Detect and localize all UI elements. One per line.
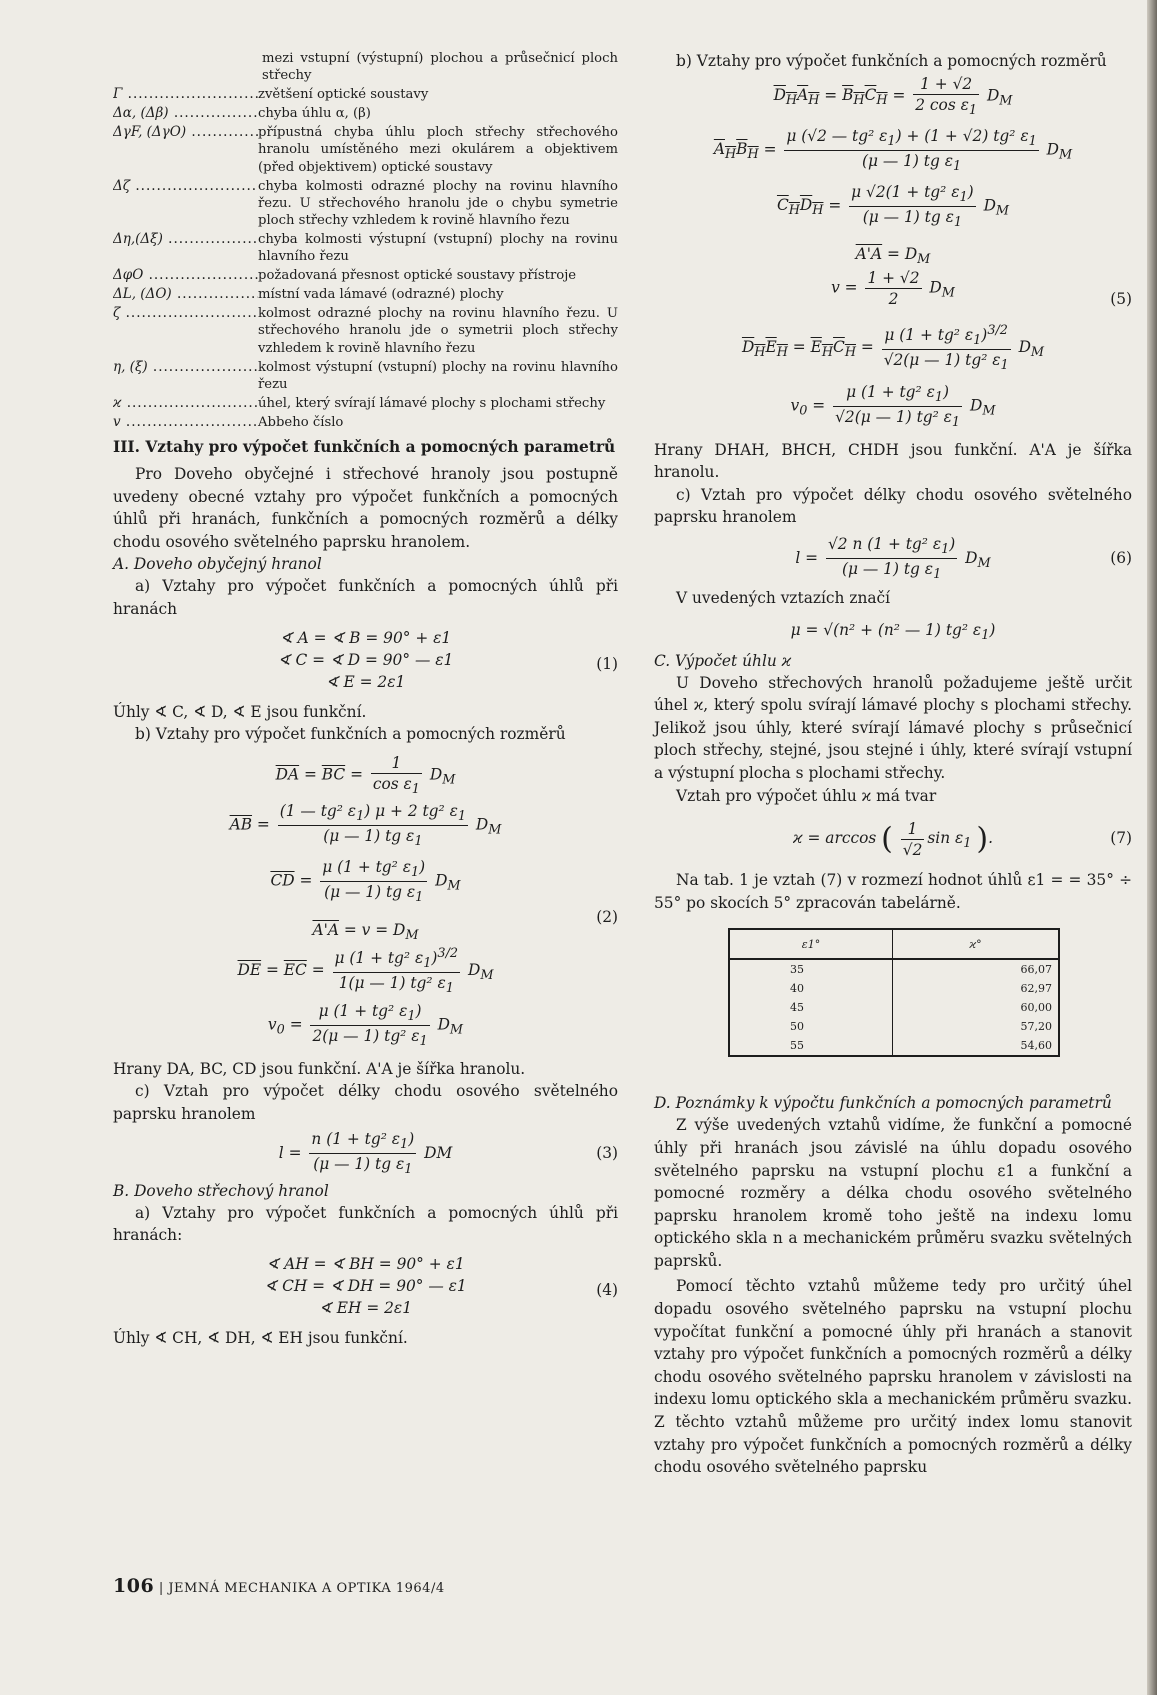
- table-header: ϰ°: [893, 929, 1060, 959]
- symbol-list: [113, 86, 618, 431]
- symbol-key: ζ .....: [113, 305, 258, 322]
- equation-number: (6): [1110, 548, 1132, 567]
- b-dims-text-right: b) Vztahy pro výpočet funkčních a pomocných rozměrů: [676, 52, 1107, 70]
- edges-note-right: Hrany DHAH, BHCH, CHDH jsou funkční. A'A je šířka hranolu.: [654, 440, 1132, 482]
- symbol-description: Abbeho číslo: [258, 414, 344, 430]
- table-row: [729, 1017, 1059, 1036]
- subsection-b-title: B. Doveho střechový hranol: [113, 1181, 329, 1200]
- equation-4-line: ∢ EH = 2ε1: [319, 1298, 412, 1317]
- equation-6: l = $\frac{√2 n (1 + tg^2 \varepsilon_1)}{(\mu — 1) tg \varepsilon_1}$ $D_M$ (6): [654, 529, 1132, 587]
- symbol-intro: mezi vstupní (výstupní) plochou a průsečnicí ploch střechy: [262, 51, 618, 84]
- page-footer: 106 | JEMNÁ MECHANIKA A OPTIKA 1964/4: [113, 1575, 445, 1597]
- c-length-text-right: c) Vztah pro výpočet délky chodu osového světelného paprsku hranolem: [654, 485, 1132, 527]
- table-cell: 54,60: [893, 1036, 1060, 1056]
- equation-number: (4): [596, 1280, 618, 1299]
- section-heading: III. Vztahy pro výpočet funkčních a pomocných parametrů: [113, 437, 616, 456]
- equation-2: $\overline{DA} = \overline{BC}$ = $\frac{1}{\cos \varepsilon_1}$ $D_M$ $\overline{AB}$ = $\frac{(1 — tg^2 \varepsilon_1) \mu + 2 tg^2 \varepsilon_1}{(\mu — 1) tg \varepsilon_1}$ $D_M$ $\overline{CD}$ = $\frac{\mu (1 + tg^2 \varepsilon_1)}{(\mu — 1) tg \varepsilon_1}$ $D_M$ $A'A = v = D_M$ $\overline{DE} = \overline{EC}$ = $\frac{\mu (1 + tg^2 \varepsilon_1)^{3/2}}{1(\mu — 1) tg^2 \varepsilon_1}$ $D_M$ $v_0$ = $\frac{\mu (1 + tg^2 \varepsilon_1)}{2(\mu — 1) tg^2 \varepsilon_1}$ $D_M$ (2): [229, 753, 618, 1049]
- equation-1: [113, 627, 618, 701]
- symbol-row: [113, 305, 618, 356]
- kappa-paragraph: U Doveho střechových hranolů požadujeme ještě určit úhel ϰ, který spolu svírají lámavé plochy s plochami střechy. Jelikož jsou úhly, které svírají lámavé plochy s průsečnicí ploch střechy, stejné, jsou stejné i úhly, které svírají vstupní a výstupní plocha s plochami střechy.: [654, 673, 1132, 782]
- symbol-description: chyba kolmosti výstupní (vstupní) plochy na rovinu hlavního řezu: [258, 231, 618, 265]
- symbol-row: [113, 178, 618, 229]
- symbol-description: kolmost výstupní (vstupní) plochy na rovinu hlavního řezu: [258, 359, 618, 392]
- table-cell: 50: [790, 1020, 804, 1034]
- symbol-key: Δζ .....: [113, 178, 258, 195]
- symbol-description: zvětšení optické soustavy: [258, 87, 429, 103]
- equation-4-line: ∢ AH = ∢ BH = 90° + ε1: [266, 1254, 465, 1273]
- right-column: [654, 50, 1132, 1479]
- angles-note-b: Úhly ∢ CH, ∢ DH, ∢ EH jsou funkční.: [113, 1328, 408, 1347]
- kappa-table: [728, 928, 1060, 1057]
- table-header: ε1°: [729, 929, 893, 959]
- symbol-key: ΔφO .....: [113, 267, 258, 284]
- symbol-key: ΔL, (ΔO) .....: [113, 286, 258, 303]
- subsection-a-title: A. Doveho obyčejný hranol: [113, 555, 322, 574]
- equation-number: (2): [596, 907, 618, 926]
- subsection-c-title: C. Výpočet úhlu ϰ: [654, 651, 792, 670]
- symbol-row: [113, 267, 618, 284]
- equation-4: [113, 1253, 618, 1327]
- b-dims-text: b) Vztahy pro výpočet funkčních a pomocných rozměrů: [135, 725, 566, 744]
- symbol-row: [113, 359, 618, 393]
- table-row: [729, 959, 1059, 979]
- equation-number: (1): [596, 654, 618, 673]
- intro-paragraph: Pro Doveho obyčejné i střechové hranoly jsou postupně uvedeny obecné vztahy pro výpočet funkčních a pomocných úhlů při hranách, funkčních a pomocných rozměrů a délky chodu osového světelného paprsku hranolem.: [113, 464, 618, 551]
- equation-1-line: ∢ A = ∢ B = 90° + ε1: [279, 628, 452, 647]
- table-note: Na tab. 1 je vztah (7) v rozmezí hodnot úhlů ε1 = = 35° ÷ 55° po skocích 5° zpracován tabelárně.: [654, 871, 1132, 912]
- page-number: 106: [113, 1575, 155, 1597]
- table-row: [729, 979, 1059, 998]
- symbol-description: chyba úhlu α, (β): [258, 106, 371, 122]
- table-cell: 66,07: [893, 959, 1060, 979]
- symbol-key: η, (ξ) .....: [113, 359, 258, 376]
- symbol-key: Δα, (Δβ) .....: [113, 105, 258, 122]
- symbol-description: chyba kolmosti odrazné plochy na rovinu hlavního řezu. U střechového hranolu jde o chybu symetrie ploch střechy vzhledem k rovině hlavního řezu: [258, 178, 618, 228]
- symbol-key: ΔγF, (ΔγO) .....: [113, 124, 258, 141]
- symbol-row: [113, 86, 618, 103]
- equation-number: (3): [596, 1143, 618, 1162]
- a-angles-text: a) Vztahy pro výpočet funkčních a pomocných úhlů při hranách: [113, 577, 618, 618]
- table-area: [654, 914, 1132, 1092]
- table-row: [729, 1036, 1059, 1056]
- symbol-row: [113, 286, 618, 303]
- table-body: [729, 959, 1059, 1056]
- symbol-description: požadovaná přesnost optické soustavy přístroje: [258, 268, 577, 284]
- symbol-description: kolmost odrazné plochy na rovinu hlavního řezu. U střechového hranolu jde o symetrii ploch střechy vzhledem k rovině hlavního řezu: [258, 306, 618, 356]
- table-cell: 57,20: [893, 1017, 1060, 1036]
- symbol-description: místní vada lámavé (odrazné) plochy: [258, 287, 504, 303]
- table-cell: 55: [790, 1039, 804, 1053]
- symbol-key: Δη,(Δξ) .....: [113, 231, 258, 248]
- formula-intro: Vztah pro výpočet úhlu ϰ má tvar: [676, 786, 937, 805]
- symbol-row: [113, 395, 618, 412]
- equation-4-line: ∢ CH = ∢ DH = 90° — ε1: [264, 1276, 467, 1295]
- symbol-description: úhel, který svírají lámavé plochy s plochami střechy: [258, 395, 606, 411]
- table-cell: 40: [790, 982, 804, 996]
- c-length-text: c) Vztah pro výpočet délky chodu osového světelného paprsku hranolem: [113, 1082, 618, 1123]
- equation-1-line: ∢ C = ∢ D = 90° — ε1: [277, 650, 454, 669]
- b-angles-text: a) Vztahy pro výpočet funkčních a pomocných úhlů při hranách:: [113, 1203, 618, 1245]
- equation-1-line: ∢ E = 2ε1: [325, 672, 406, 691]
- symbol-key: ϰ .....: [113, 395, 258, 412]
- angles-note: Úhly ∢ C, ∢ D, ∢ E jsou funkční.: [113, 702, 367, 721]
- symbol-row: [113, 105, 618, 122]
- journal-name: JEMNÁ MECHANIKA A OPTIKA 1964/4: [168, 1581, 445, 1596]
- table-cell: 45: [790, 1001, 804, 1015]
- table-cell: 60,00: [893, 998, 1060, 1017]
- table-cell: 62,97: [893, 979, 1060, 998]
- notation-text: V uvedených vztazích značí: [676, 588, 891, 607]
- mu-definition: μ = √(n² + (n² — 1) tg² $\varepsilon_1$): [790, 620, 996, 643]
- equation-number: (5): [1110, 289, 1132, 308]
- left-column: [113, 50, 618, 1349]
- equation-3: l = $\frac{n (1 + tg^2 \varepsilon_1)}{(\mu — 1) tg \varepsilon_1}$ DM (3): [113, 1126, 618, 1180]
- symbol-description: přípustná chyba úhlu ploch střechy střechového hranolu umístěného mezi okulárem a objektivem (před objektivem) optické soustavy: [258, 125, 618, 175]
- symbol-key: Γ .....: [113, 86, 258, 103]
- symbol-key: v .....: [113, 414, 258, 431]
- table-cell: 35: [790, 963, 804, 977]
- subsection-d-title: D. Poznámky k výpočtu funkčních a pomocných parametrů: [654, 1094, 1112, 1113]
- notes-paragraph-1: Z výše uvedených vztahů vidíme, že funkční a pomocné úhly při hranách jsou závislé na úhlu dopadu osového světelného paprsku na vstupní plochu ε1 a funkční a pomocné rozměry a délka chodu osového světelného paprsku hranolem kromě toho ještě na indexu lomu optického skla n a mechanickém průměru svazku světelných paprsků.: [654, 1116, 1132, 1270]
- equation-7: ϰ = arccos ( $\frac{1}{√2}$ $\sin \varepsilon_1$ ). (7): [654, 807, 1132, 869]
- table-row: [729, 998, 1059, 1017]
- symbol-row: [113, 414, 618, 431]
- edges-note: Hrany DA, BC, CD jsou funkční. A'A je šířka hranolu.: [113, 1059, 526, 1078]
- equation-number: (7): [1110, 829, 1132, 848]
- page-edge: [1147, 0, 1157, 1695]
- notes-paragraph-2: Pomocí těchto vztahů můžeme tedy pro určitý úhel dopadu osového světelného paprsku na vstupní plochu vypočítat funkční a pomocné úhly při hranách a stanovit vztahy pro výpočet funkčních a pomocných rozměrů a délky chodu osového světelného paprsku hranolem v závislosti na indexu lomu optického skla a mechanickém průměru svazku. Z těchto vztahů můžeme pro určitý index lomu stanovit vztahy pro výpočet funkčních a pomocných rozměrů a délky chodu osového světelného paprsku: [654, 1277, 1132, 1477]
- equation-5: $D_HA_H = B_HC_H$ = $\frac{1 + √2}{2 \cos \varepsilon_1}$ $D_M$ $A_HB_H$ = $\frac{\mu (√2 — tg^2 \varepsilon_1) + (1 + √2) tg^2 \varepsilon_1}{(\mu — 1) tg \varepsilon_1}$ $D_M$ $C_HD_H$ = $\frac{\mu √2(1 + tg^2 \varepsilon_1)}{(\mu — 1) tg \varepsilon_1}$ $D_M$ $A'A = D_M$ v = $\frac{1 + √2}{2}$ $D_M$ $D_HE_H = E_HC_H$ = $\frac{\mu (1 + tg^2 \varepsilon_1)^{3/2}}{√2(\mu — 1) tg^2 \varepsilon_1}$ $D_M$ $v_0$ = $\frac{\mu (1 + tg^2 \varepsilon_1)}{√2(\mu — 1) tg^2 \varepsilon_1}$ $D_M$ (5): [713, 74, 1132, 430]
- symbol-row: [113, 124, 618, 175]
- symbol-row: [113, 231, 618, 265]
